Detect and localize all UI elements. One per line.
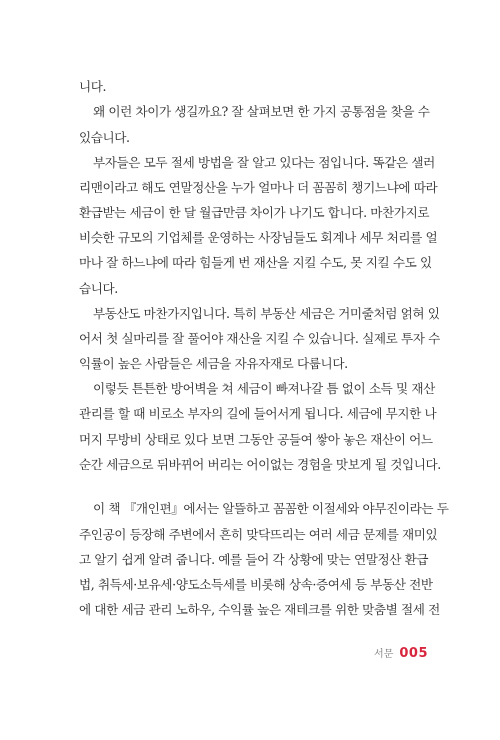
text-line: 있습니다. (79, 130, 130, 145)
text-line: 익률이 높은 사람들은 세금을 자유자재로 다룹니다. (79, 356, 348, 371)
text-line: 니다. (79, 79, 107, 94)
text-line: 주인공이 등장해 주변에서 흔히 맞닥뜨리는 여러 세금 문제를 재미있 (79, 527, 438, 542)
text-line: 비슷한 규모의 기업체를 운영하는 사장님들도 회계나 세무 처리를 얼 (79, 230, 438, 245)
text-line: 환급받는 세금이 한 달 월급만큼 차이가 나기도 합니다. 마찬가지로 (79, 205, 430, 220)
page-footer (374, 645, 428, 661)
text-line: 이 책 『개인편』에서는 알뜰하고 꼼꼼한 이절세와 야무진이라는 두 (93, 501, 449, 516)
text-line: 부동산도 마찬가지입니다. 특히 부동산 세금은 거미줄처럼 얽혀 있 (93, 306, 440, 321)
text-line: 관리를 할 때 비로소 부자의 길에 들어서게 됩니다. 세금에 무지한 나 (79, 406, 437, 421)
text-line: 순간 세금으로 뒤바뀌어 버리는 어이없는 경험을 맛보게 될 것입니다. (79, 457, 441, 472)
text-line: 법, 취득세·보유세·양도소득세를 비롯해 상속·증여세 등 부동산 전반 (79, 577, 433, 592)
text-line: 리맨이라고 해도 연말정산을 누가 얼마나 더 꼼꼼히 챙기느냐에 따라 (79, 180, 438, 195)
text-line: 고 알기 쉽게 알려 줍니다. 예를 들어 각 상황에 맞는 연말정산 환급 (79, 552, 429, 567)
page-number: 005 (399, 646, 428, 661)
text-line: 부자들은 모두 절세 방법을 잘 알고 있다는 점입니다. 똑같은 샐러 (93, 155, 435, 170)
section-label: 서문 (374, 649, 394, 660)
text-line: 어서 첫 실마리를 잘 풀어야 재산을 지킬 수 있습니다. 실제로 투자 수 (79, 331, 440, 346)
text-line: 마나 잘 하느냐에 따라 힘들게 번 재산을 지킬 수도, 못 지킬 수도 있 (79, 255, 432, 270)
text-line: 왜 이런 차이가 생길까요? 잘 살펴보면 한 가지 공통점을 찾을 수 (93, 104, 430, 119)
text-line: 머지 무방비 상태로 있다 보면 그동안 공들여 쌓아 놓은 재산이 어느 (79, 432, 433, 447)
text-line: 습니다. (79, 281, 118, 296)
text-line: 에 대한 세금 관리 노하우, 수익률 높은 재테크를 위한 맞춤별 절세 전 (79, 602, 440, 617)
text-line: 이렇듯 튼튼한 방어벽을 쳐 세금이 빠져나갈 틈 없이 소득 및 재산 (93, 381, 435, 396)
